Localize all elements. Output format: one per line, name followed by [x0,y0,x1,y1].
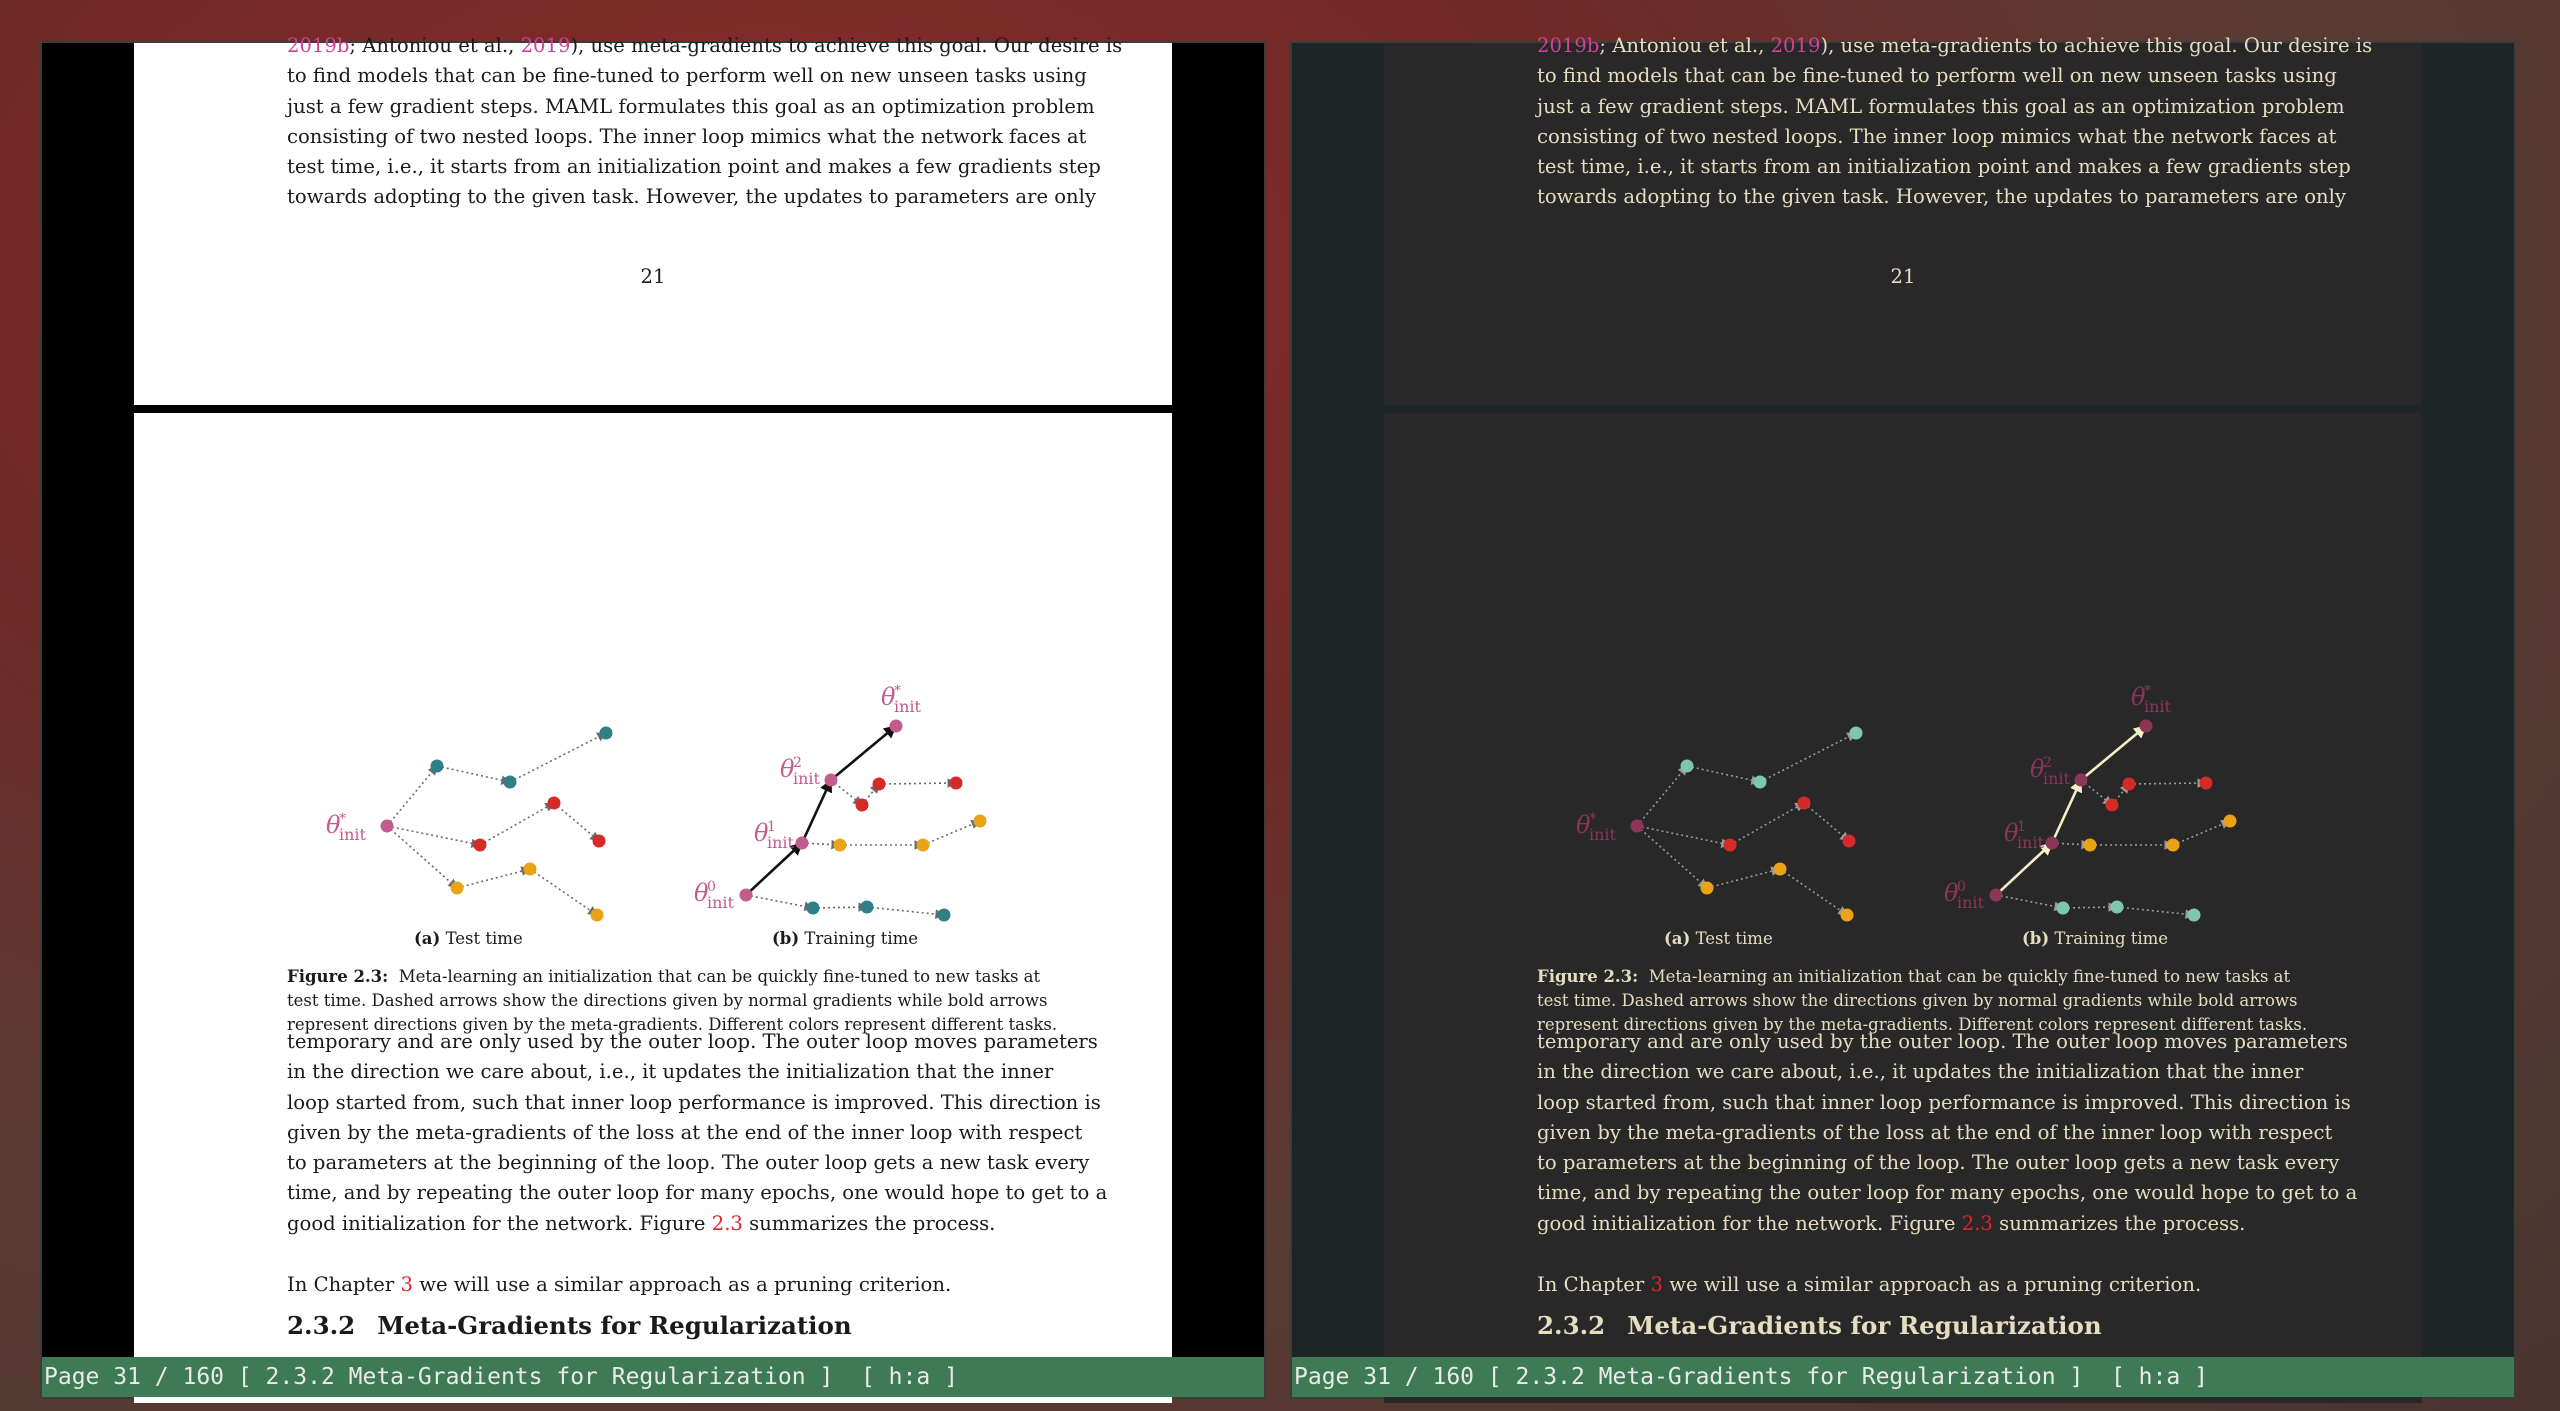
subcaption-a: (a) Test time [1664,929,1773,948]
chapter-paragraph: In Chapter 3 we will use a similar approach as a pruning criterion. [287,1273,952,1296]
bold-arrow [2052,780,2081,843]
figure-caption: Figure 2.3: Meta-learning an initialization that can be quickly fine-tuned to new tasks at test time. Dashed arrows show the directions given by normal gradients while bold arrows represent directions given by the meta-gradients. Different colors represent different tasks. [287,967,1058,1034]
theta-label: θ [1944,879,1959,907]
theta-superscript: * [894,683,901,699]
teal-point [1681,760,1694,773]
theta-init-0-point [1990,889,2003,902]
theta-init-0-point [740,889,753,902]
section-heading: 2.3.2 Meta-Gradients for Regularization [1537,1311,2102,1340]
chapter-link[interactable]: 3 [1650,1273,1663,1296]
page-22 [1384,413,2422,1403]
chapter-link[interactable]: 3 [400,1273,413,1296]
dashed-arrow [813,907,867,908]
orange-point [2167,839,2180,852]
section-heading: 2.3.2 Meta-Gradients for Regularization [287,1311,852,1340]
teal-point [1754,776,1767,789]
theta-init-point [381,820,394,833]
subcaption-b: (b) Training time [2022,929,2169,948]
teal-point [504,776,517,789]
status-bar: Page 31 / 160 [ 2.3.2 Meta-Gradients for Regularization ] [ h:a ] [42,1357,1264,1397]
teal-point [600,727,613,740]
theta-superscript: 2 [2043,755,2052,771]
red-point [1724,839,1737,852]
dashed-arrow [1804,803,1849,841]
dashed-arrow [1996,895,2063,908]
dashed-arrow [387,766,437,826]
left-document-pane[interactable] [40,34,1266,1399]
page-21-bottom [1384,34,2422,405]
teal-point [431,760,444,773]
theta-superscript: 0 [707,879,716,895]
dashed-arrow [2129,783,2206,784]
theta-label: θ [2004,819,2019,847]
theta-init-2-point [2075,774,2088,787]
top-paragraph: 2019b; Antoniou et al., 2019), use meta-gradients to achieve this goal. Our desire is to find models that can be fine-tuned to perform well on new unseen tasks using just a few gradient steps. MAML formulates this goal as an optimization problem consisting of two nested loops. The inner loop mimics what the network faces at test time, i.e., it starts from an initialization point and makes a few gradients step towards adopting to the given task. However, the updates to parameters are only [1537,34,2373,209]
theta-subscript: init [894,697,921,716]
bold-arrow [2081,726,2146,780]
dashed-arrow [480,803,554,845]
theta-label: θ [694,879,709,907]
orange-point [524,863,537,876]
figure-link[interactable]: 2.3 [711,1211,743,1235]
theta-label: θ [2131,683,2146,711]
page-21-bottom [134,34,1172,405]
teal-point [2057,902,2070,915]
dashed-arrow [2063,907,2117,908]
bold-arrow [831,726,896,780]
page-number: 21 [1890,265,1916,288]
theta-label: θ [754,819,769,847]
dashed-arrow [1687,766,1760,782]
text-line: consisting of two nested loops. The inner loop mimics what the network faces at [287,124,1087,148]
body-paragraph: temporary and are only used by the outer loop. The outer loop moves parameters in the direction we care about, i.e., it updates the initialization that the inner loop started from, such that inner loop performance is improved. This direction is given by the meta-gradients of the loss at the end of the inner loop with respect to parameters at the beginning of the loop. The outer loop gets a new task every time, and by repeating the outer loop for many epochs, one would hope to get to a good initialization for the network. Figure 2.3 summarizes the process. [287,1030,1108,1235]
dashed-arrow [437,766,510,782]
orange-point [834,839,847,852]
theta-subscript: init [2144,697,2171,716]
bold-arrow [802,780,831,843]
dashed-arrow [554,803,599,841]
theta-label: θ [2030,755,2045,783]
orange-point [917,839,930,852]
dashed-arrow [1637,826,1730,845]
theta-init-1-point [2046,837,2059,850]
dashed-arrow [387,826,480,845]
dashed-arrow [867,907,944,915]
dashed-arrow [1730,803,1804,845]
theta-subscript: init [339,825,366,844]
chapter-paragraph: In Chapter 3 we will use a similar approach as a pruning criterion. [1537,1273,2202,1296]
theta-superscript: 1 [767,819,776,835]
theta-subscript: init [2017,833,2044,852]
theta-label: θ [881,683,896,711]
text-line: test time, i.e., it starts from an initialization point and makes a few gradients step [287,155,1101,179]
theta-label: θ [780,755,795,783]
orange-point [1774,863,1787,876]
theta-subscript: init [1957,893,1984,912]
red-point [2106,799,2119,812]
dashed-arrow [923,821,980,845]
red-point [1843,835,1856,848]
text-line: to find models that can be fine-tuned to perform well on new unseen tasks using [287,64,1087,88]
dashed-arrow [1707,869,1780,888]
theta-init-star-point [2140,720,2153,733]
dashed-arrow [510,733,606,782]
dashed-arrow [530,869,597,915]
red-point [950,777,963,790]
theta-superscript: 1 [2017,819,2026,835]
teal-point [807,902,820,915]
right-document-pane[interactable] [1290,34,2516,1399]
orange-point [2084,839,2097,852]
red-point [593,835,606,848]
orange-point [1701,882,1714,895]
theta-init-star-point [890,720,903,733]
figure-link[interactable]: 2.3 [1961,1211,1993,1235]
dashed-arrow [2173,821,2230,845]
figure-caption: Figure 2.3: Meta-learning an initialization that can be quickly fine-tuned to new tasks at test time. Dashed arrows show the directions given by normal gradients while bold arrows represent directions given by the meta-gradients. Different colors represent different tasks. [1537,967,2308,1034]
figure-2-3 [1384,413,2422,933]
red-point [2123,778,2136,791]
dashed-arrow [1637,766,1687,826]
orange-point [2224,815,2237,828]
theta-subscript: init [2043,769,2070,788]
theta-superscript: 0 [1957,879,1966,895]
red-point [856,799,869,812]
orange-point [451,882,464,895]
dashed-arrow [457,869,530,888]
text-line: just a few gradient steps. MAML formulates this goal as an optimization problem [287,94,1095,118]
page-number: 21 [640,265,666,288]
orange-point [591,909,604,922]
theta-superscript: 2 [793,755,802,771]
dashed-arrow [2117,907,2194,915]
teal-point [1850,727,1863,740]
theta-subscript: init [1589,825,1616,844]
dashed-arrow [746,895,813,908]
top-paragraph: 2019b; Antoniou et al., 2019), use meta-gradients to achieve this goal. Our desire is to find models that can be fine-tuned to perform well on new unseen tasks using just a few gradient steps. MAML formulates this goal as an optimization problem consisting of two nested loops. The inner loop mimics what the network faces at test time, i.e., it starts from an initialization point and makes a few gradients step towards adopting to the given task. However, the updates to parameters are only [287,31,1020,213]
theta-label: θ [326,811,341,839]
figure-2-3 [134,413,1172,933]
teal-point [2188,909,2201,922]
text-line: towards adopting to the given task. However, the updates to parameters are only [287,185,1097,209]
dashed-arrow [879,783,956,784]
dashed-arrow [1637,826,1707,888]
body-paragraph: temporary and are only used by the outer loop. The outer loop moves parameters in the direction we care about, i.e., it updates the initialization that the inner loop started from, such that inner loop performance is improved. This direction is given by the meta-gradients of the loss at the end of the inner loop with respect to parameters at the beginning of the loop. The outer loop gets a new task every time, and by repeating the outer loop for many epochs, one would hope to get to a good initialization for the network. Figure 2.3 summarizes the process. [1537,1030,2358,1235]
theta-subscript: init [707,893,734,912]
theta-superscript: * [2144,683,2151,699]
orange-point [1841,909,1854,922]
theta-subscript: init [793,769,820,788]
dashed-arrow [1760,733,1856,782]
theta-superscript: * [1589,811,1596,827]
red-point [873,778,886,791]
red-point [2200,777,2213,790]
orange-point [974,815,987,828]
teal-point [2111,901,2124,914]
theta-label: θ [1576,811,1591,839]
theta-init-2-point [825,774,838,787]
subcaption-b: (b) Training time [772,929,919,948]
red-point [548,797,561,810]
subcaption-a: (a) Test time [414,929,523,948]
dashed-arrow [1780,869,1847,915]
page-22 [134,413,1172,1403]
status-bar: Page 31 / 160 [ 2.3.2 Meta-Gradients for Regularization ] [ h:a ] [1292,1357,2514,1397]
red-point [474,839,487,852]
theta-init-point [1631,820,1644,833]
theta-subscript: init [767,833,794,852]
red-point [1798,797,1811,810]
teal-point [938,909,951,922]
teal-point [861,901,874,914]
theta-init-1-point [796,837,809,850]
theta-superscript: * [339,811,346,827]
dashed-arrow [387,826,457,888]
